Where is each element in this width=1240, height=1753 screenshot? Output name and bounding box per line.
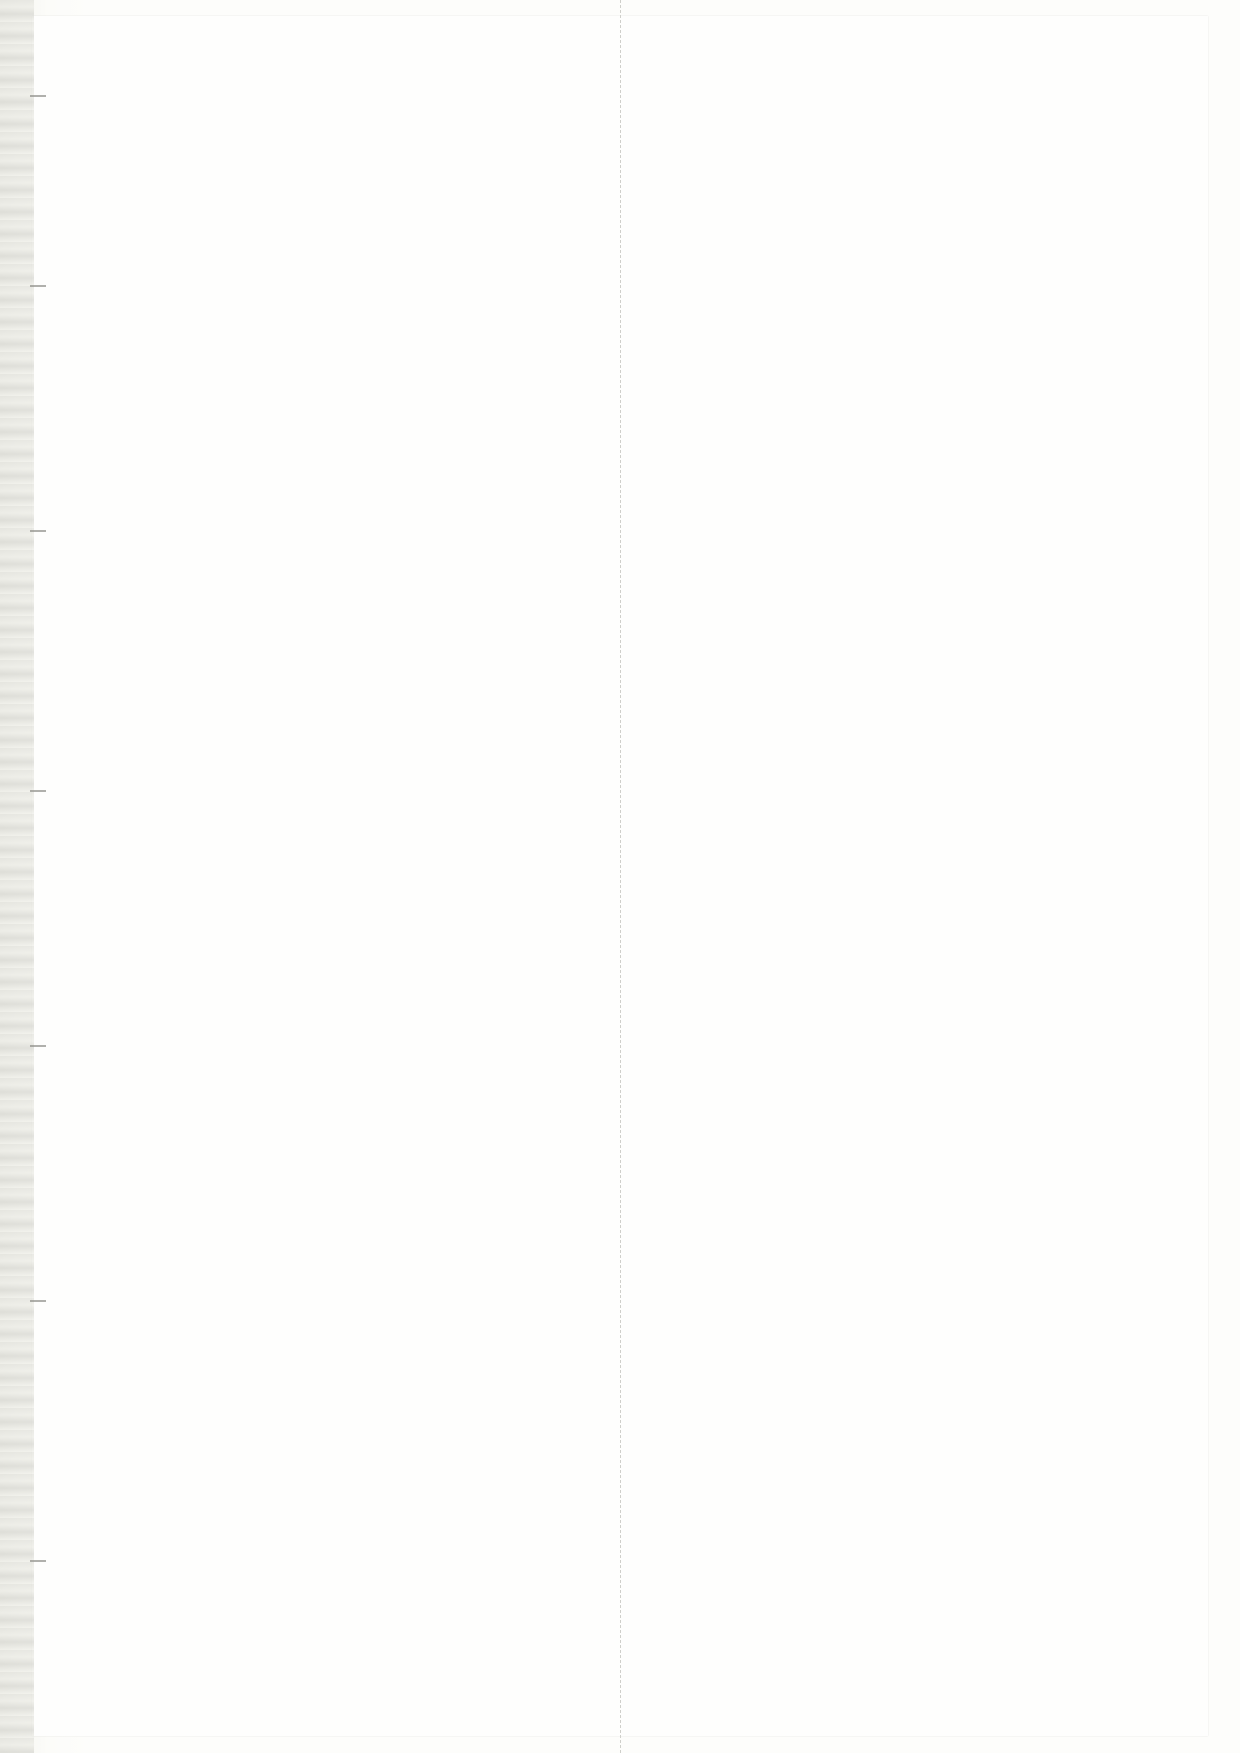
scan-tick: [30, 530, 46, 532]
cover-page: [590, 0, 1150, 60]
page-fold-line: [620, 0, 621, 1753]
scan-tick: [30, 1560, 46, 1562]
scan-tick: [30, 95, 46, 97]
inner-page: [1175, 0, 1240, 60]
scan-tick: [30, 1300, 46, 1302]
scan-tick: [30, 790, 46, 792]
scan-edge-artifact: [0, 0, 34, 1753]
scan-tick: [30, 285, 46, 287]
scan-tick: [30, 1045, 46, 1047]
